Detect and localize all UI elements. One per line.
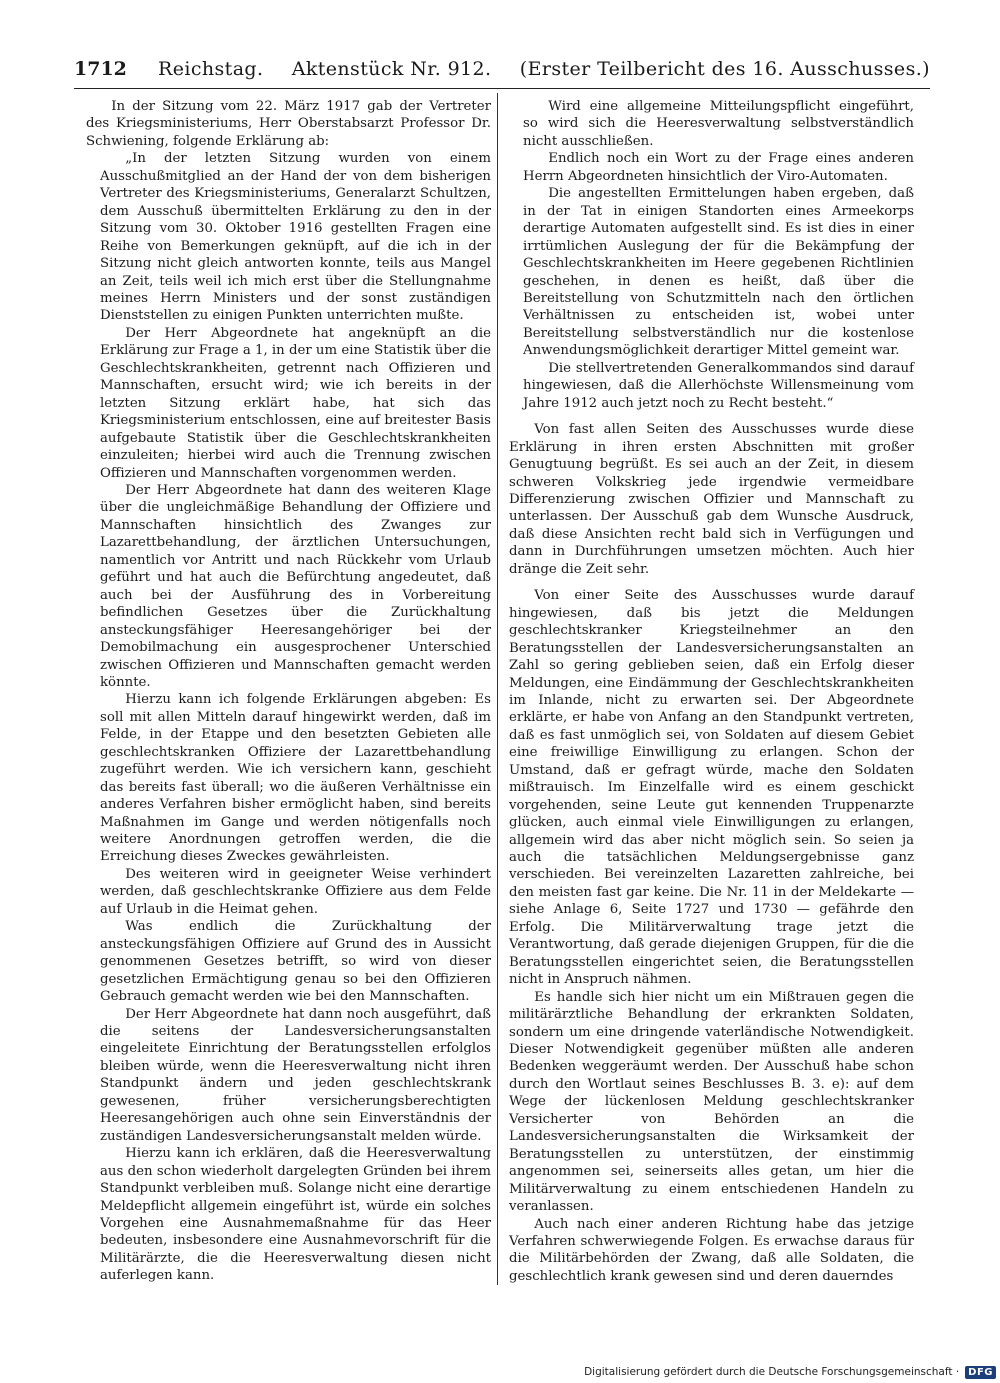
left-column bbox=[86, 98, 491, 1285]
paragraph: Der Herr Abgeordnete hat dann des weiteren Klage über die ungleichmäßige Behandlung der Offiziere und Mannschaften hinsichtlich des Zwanges zur Lazarettbehandlung, der ärztlichen Untersuchungen, namentlich vor Antritt und nach Rückkehr vom Urlaub geführt und hat auch die Befürchtung angedeutet, daß auch bei der Ausführung des in Vorbereitung befindlichen Gesetzes über die Zurückhaltung ansteckungsfähiger Heeresangehöriger bei der Demobilmachung ein ausgesprochener Unterschied zwischen Offizieren und Mannschaften gemacht werden könnte. bbox=[100, 482, 491, 690]
header-rule bbox=[74, 88, 930, 89]
digitization-credit bbox=[584, 1364, 996, 1380]
running-title-part: (Erster Teilbericht des 16. Ausschusses.) bbox=[519, 58, 930, 80]
right-column bbox=[509, 98, 914, 1285]
paragraph: Es handle sich hier nicht um ein Mißtrauen gegen die militärärztliche Behandlung der erkrankten Soldaten, sondern um eine dringende vaterländische Notwendigkeit. Dieser Notwendigkeit gegenüber müßten alle anderen Bedenken weggeräumt werden. Der Ausschuß habe schon durch den Wortlaut seines Beschlusses B. 3. e): auf dem Wege der lückenlosen Meldung geschlechtskranker Versicherter von Behörden an die Landesversicherungsanstalten die Wirksamkeit der Beratungsstellen zu unterstützen, der einstimmig angenommen sei, seinerseits alles getan, um hier die Militärverwaltung zu einem entschiedenen Handeln zu veranlassen. bbox=[509, 989, 914, 1215]
paragraph: Die stellvertretenden Generalkommandos sind darauf hingewiesen, daß die Allerhöchste Willensmeinung vom Jahre 1912 auch jetzt noch zu Recht besteht.“ bbox=[523, 360, 914, 411]
quoted-statement bbox=[86, 150, 491, 1284]
paragraph: Von fast allen Seiten des Ausschusses wurde diese Erklärung in ihren ersten Abschnitten mit großer Genugtuung begrüßt. Es sei auch an der Zeit, in diesem schweren Volkskrieg jede irgendwie vermeidbare Differenzierung zwischen Offizier und Mannschaft zu unterlassen. Der Ausschuß gab dem Wunsche Ausdruck, daß diese Ansichten recht bald sich in Verfügungen und dann in Durchführungen umsetzen möchten. Auch hier dränge die Zeit sehr. bbox=[509, 422, 914, 577]
paragraph: Hierzu kann ich folgende Erklärungen abgeben: Es soll mit allen Mitteln darauf hingewirkt werden, daß im Felde, in der Etappe und den besetzten Gebieten alle geschlechtskranken Offiziere der Lazarettbehandlung zugeführt werden. Wie ich versichern kann, geschieht das bereits fast überall; wo die äußeren Verhältnisse ein anderes Verfahren bisher ermöglicht haben, sind bereits Maßnahmen im Gange und werden nötigenfalls noch weitere Anordnungen getroffen werden, die die Erreichung dieses Zweckes gewährleisten. bbox=[100, 692, 491, 865]
paragraph: Von einer Seite des Ausschusses wurde darauf hingewiesen, daß bis jetzt die Meldungen geschlechtskranker Kriegsteilnehmer an den Beratungsstellen der Landesversicherungsanstalten an Zahl so gering geblieben seien, daß ein Erfolg dieser Meldungen, eine Eindämmung der Geschlechtskrankheiten im Inlande, nicht zu erwarten sei. Der Abgeordnete erklärte, er habe von Anfang an den Standpunkt vertreten, daß es fast unmöglich sei, von Soldaten auf diesem Gebiet eine freiwillige Einwilligung zu erlangen. Schon der Umstand, daß er gefragt würde, mache den Soldaten mißtrauisch. Im Einzelfalle wird es einem geschickt vorgehenden, seine Leute gut kennenden Truppenarzte glücken, auch einmal viele Einwilligungen zu erlangen, allgemein wird das aber nicht möglich sein. So seien ja auch die tatsächlichen Meldungsergebnisse ganz verschieden. Bei vereinzelten Lazaretten zahlreiche, bei den meisten fast gar keine. Die Nr. 11 in der Meldekarte — siehe Anlage 6, Seite 1727 und 1730 — gefährde den Erfolg. Die Militärverwaltung trage jetzt die Verantwortung, daß gerade diejenigen Gruppen, für die die Beratungsstellen eingerichtet seien, die Beratungsstellen nicht in Anspruch nähmen. bbox=[509, 588, 914, 988]
running-title bbox=[158, 58, 930, 80]
column-divider bbox=[497, 93, 498, 1285]
paragraph: Des weiteren wird in geeigneter Weise verhindert werden, daß geschlechtskranke Offiziere aus dem Felde auf Urlaub in die Heimat gehen. bbox=[100, 866, 491, 917]
paragraph: Hierzu kann ich erklären, daß die Heeresverwaltung aus den schon wiederholt dargelegten Gründen bei ihrem Standpunkt verbleiben muß. Solange nicht eine derartige Meldepflicht allgemein eingeführt ist, würde ein solches Vorgehen eine Ausnahmemaßnahme für das Heer bedeuten, insbesondere eine Ausnahmevorschrift für die Militärärzte, die die Heeresverwaltung diesen nicht auferlegen kann. bbox=[100, 1146, 491, 1284]
paragraph: Wird eine allgemeine Mitteilungspflicht eingeführt, so wird sich die Heeresverwaltung selbstverständlich nicht ausschließen. bbox=[523, 99, 914, 149]
paragraph: Endlich noch ein Wort zu der Frage eines anderen Herrn Abgeordneten hinsichtlich der Viro-Automaten. bbox=[523, 151, 914, 184]
credit-text: Digitalisierung gefördert durch die Deutsche Forschungsgemeinschaft · bbox=[584, 1366, 960, 1378]
quoted-statement-continued bbox=[509, 98, 914, 412]
paragraph: Der Herr Abgeordnete hat dann noch ausgeführt, daß die seitens der Landesversicherungsanstalten eingeleitete Einrichtung der Beratungsstellen erfolglos bleiben würde, wenn die Heeresverwaltung nicht ihren Standpunkt ändern und jeden geschlechtskrank gewesenen, früher versicherungsberechtigten Heeresangehörigen auch ohne sein Einverständnis der zuständigen Landesversicherungsanstalt melden würde. bbox=[100, 1006, 491, 1144]
running-title-part: Aktenstück Nr. 912. bbox=[291, 58, 492, 80]
paragraph: Auch nach einer anderen Richtung habe das jetzige Verfahren schwerwiegende Folgen. Es erwachse daraus für die Militärbehörden der Zwang, daß alle Soldaten, die geschlechtlich krank gewesen sind und deren dauerndes bbox=[509, 1216, 914, 1284]
page-header bbox=[74, 58, 930, 88]
paragraph: Was endlich die Zurückhaltung der ansteckungsfähigen Offiziere auf Grund des in Aussicht genommenen Gesetzes betrifft, so wird von dieser gesetzlichen Ermächtigung genau so bei den Offizieren Gebrauch gemacht werden wie bei den Mannschaften. bbox=[100, 919, 491, 1005]
paragraph: „In der letzten Sitzung wurden von einem Ausschußmitglied an der Hand der von dem bisherigen Vertreter des Kriegsministeriums, Generalarzt Schultzen, dem Ausschuß übermittelten Erklärung zu den in der Sitzung vom 30. Oktober 1916 gestellten Fragen eine Reihe von Bemerkungen geknüpft, auf die ich in der Sitzung nicht gleich antworten konnte, teils aus Mangel an Zeit, teils weil ich mich erst über die Stellungnahme meines Herrn Ministers und der sonst zuständigen Dienststellen zu einigen Punkten unterrichten mußte. bbox=[100, 151, 491, 324]
running-title-part: Reichstag. bbox=[158, 58, 264, 80]
dfg-logo: DFG bbox=[965, 1366, 996, 1379]
page-number: 1712 bbox=[74, 58, 127, 80]
paragraph: In der Sitzung vom 22. März 1917 gab der Vertreter des Kriegsministeriums, Herr Oberstabsarzt Professor Dr. Schwiening, folgende Erklärung ab: bbox=[86, 99, 491, 149]
paragraph: Der Herr Abgeordnete hat angeknüpft an die Erklärung zur Frage a 1, in der um eine Statistik über die Geschlechtskrankheiten, getrennt nach Offizieren und Mannschaften, ersucht wird; wie ich bereits in der letzten Sitzung erklärt habe, hat sich das Kriegsministerium entschlossen, eine auf breitester Basis aufgebaute Statistik über die Geschlechtskrankheiten einzuleiten; hierbei wird auch die Trennung zwischen Offizieren und Mannschaften vorgenommen werden. bbox=[100, 325, 491, 481]
paragraph: Die angestellten Ermittelungen haben ergeben, daß in der Tat in einigen Standorten eines Armeekorps derartige Automaten aufgestellt sind. Es ist dies in einer irrtümlichen Auslegung der für die Bekämpfung der Geschlechtskrankheiten im Heere gegebenen Richtlinien geschehen, in denen es heißt, daß über die Bereitstellung von Schutzmitteln nach den örtlichen Verhältnissen zu entscheiden ist, wobei unter Bereitstellung selbstverständlich nur die kostenlose Anwendungsmöglichkeit derartiger Mittel gemeint war. bbox=[523, 186, 914, 359]
